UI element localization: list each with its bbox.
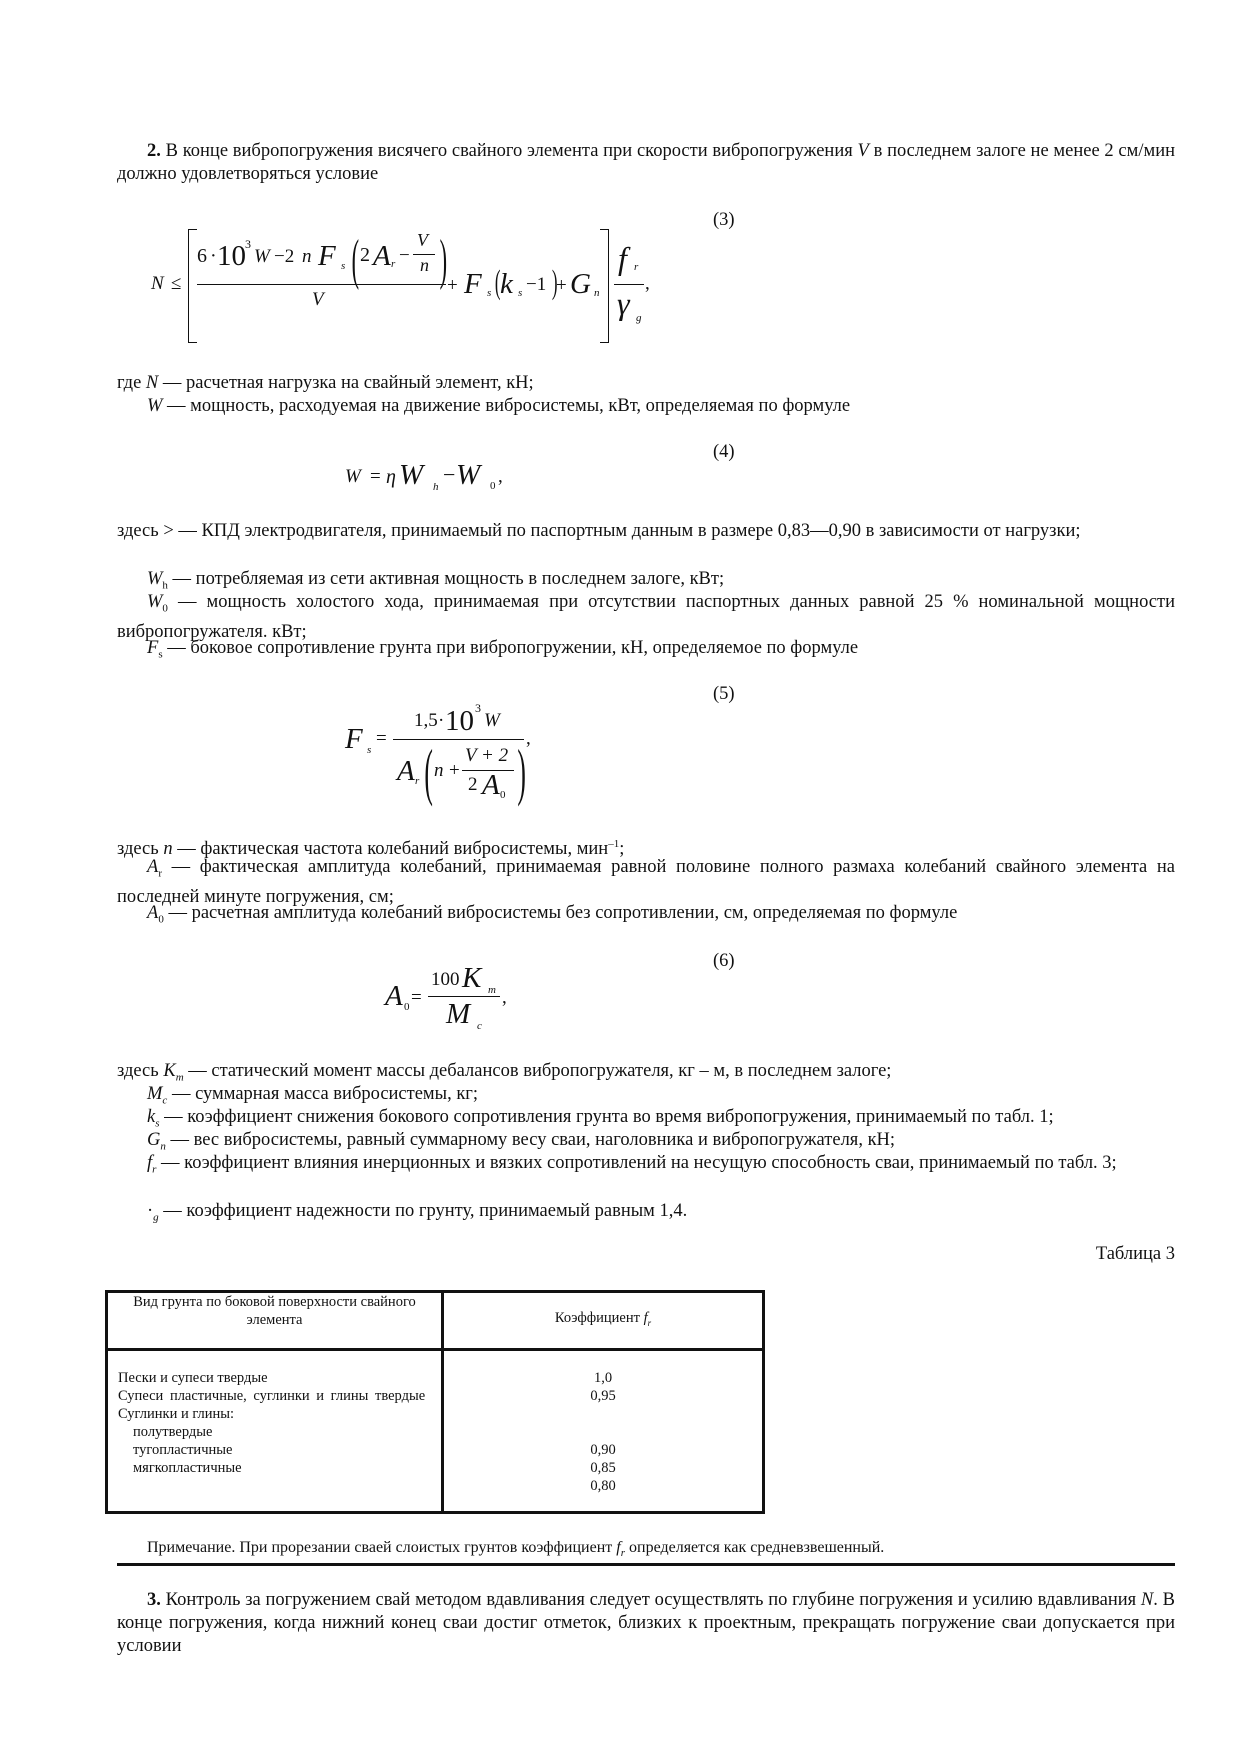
def-Fs: $F_s$ — боковое сопротивление грунта при вибропогружении, кН, определяемое по формуле [147, 638, 859, 661]
soil-row: мягкопластичные [133, 1460, 242, 1476]
table-header-row [107, 1292, 764, 1350]
separator-rule [117, 1563, 1175, 1566]
def-N: где N — расчетная нагрузка на свайный элемент, кН; [117, 373, 534, 393]
section-2-paragraph: 2. В конце вибропогружения висячего свайного элемента при скорости вибропогружения V в последнем залоге не менее 2 см/мин должно удовлетворяться условие [117, 141, 1175, 184]
soil-row: Супеси пластичные, суглинки и глины твердые [118, 1388, 426, 1404]
equation-5-number: (5) [713, 684, 735, 704]
left-bracket [188, 229, 197, 343]
header-coefficient: Коэффициент $f_r$ [443, 1292, 764, 1350]
def-A0: $A_0$ — расчетная амплитуда колебаний вибросистемы без сопротивлении, см, определяемая по формуле [147, 903, 958, 926]
def-Mc: $M_c$ — суммарная масса вибросистемы, кг; [147, 1084, 479, 1107]
def-W0: $W_0$ — мощность холостого хода, принимаемая при отсутствии паспортных данных равной 25 % номинальной мощности вибропогружателя. кВт; [117, 592, 1175, 642]
soil-row: тугопластичные [133, 1442, 233, 1458]
def-fr: $f_r$ — коэффициент влияния инерционных и вязких сопротивлений на несущую способность сваи, принимаемый по табл. 3; [147, 1153, 1117, 1176]
coef-value: 1,0 [593, 1370, 613, 1386]
soil-list [107, 1350, 443, 1513]
section-3-paragraph: 3. Контроль за погружением свай методом вдавливания следует осуществлять по глубине погружения и усилию вдавливания N. В конце погружения, когда нижний конец сваи достиг отметок, близких к проектным, прекращать погружение сваи допускается при условии [117, 1590, 1175, 1656]
section-2-number: 2. [147, 141, 161, 161]
def-n: здесь n — фактическая частота колебаний вибросистемы, мин$^{-1}$; [117, 838, 625, 860]
def-Ar: $A_r$ — фактическая амплитуда колебаний, принимаемая равной половине полного размаха колебаний свайного элемента на последней минуте погружения, см; [117, 857, 1175, 907]
header-soil-type: Вид грунта по боковой поверхности свайного элемента [107, 1292, 443, 1350]
table-body-row [107, 1350, 764, 1513]
coef-value: 0,85 [590, 1460, 616, 1476]
def-gamma-g: $\cdot_g$ — коэффициент надежности по грунту, принимаемый равным 1,4. [147, 1201, 688, 1224]
def-eta: здесь > — КПД электродвигателя, принимаемый по паспортным данным в размере 0,83—0,90 в зависимости от нагрузки; [117, 521, 1081, 541]
coef-value: 0,90 [590, 1442, 616, 1458]
soil-row: Суглинки и глины: [118, 1406, 235, 1422]
coefficient-list [443, 1350, 764, 1513]
equation-6-number: (6) [713, 951, 735, 971]
coef-value: 0,80 [590, 1478, 616, 1494]
soil-row: полутвердые [133, 1424, 213, 1440]
main-fraction-bar [197, 284, 446, 285]
def-Gn: $G_n$ — вес вибросистемы, равный суммарному весу сваи, наголовника и вибропогружателя, кН; [147, 1130, 896, 1153]
soil-row: Пески и супеси твердые [118, 1370, 268, 1386]
coef-value: 0,95 [590, 1388, 616, 1404]
def-ks: $k_s$ — коэффициент снижения бокового сопротивления грунта во время вибропогружения, принимаемый по табл. 1; [147, 1107, 1054, 1130]
table-3 [105, 1290, 765, 1514]
def-Km: здесь $K_m$ — статический момент массы дебалансов вибропогружателя, кг – м, в последнем залоге; [117, 1061, 892, 1084]
right-bracket [600, 229, 609, 343]
def-Wh: $W_h$ — потребляемая из сети активная мощность в последнем залоге, кВт; [147, 569, 725, 592]
table-3-caption: Таблица 3 [1095, 1244, 1175, 1264]
equation-4-number: (4) [713, 442, 735, 462]
def-W: W — мощность, расходуемая на движение вибросистемы, кВт, определяемая по формуле [147, 396, 851, 416]
equation-3-number: (3) [713, 210, 735, 230]
section-3-number: 3. [147, 1590, 161, 1610]
table-note: Примечание. При прорезании сваей слоистых грунтов коэффициент $f_r$ определяется как средневзвешенный. [147, 1539, 885, 1560]
